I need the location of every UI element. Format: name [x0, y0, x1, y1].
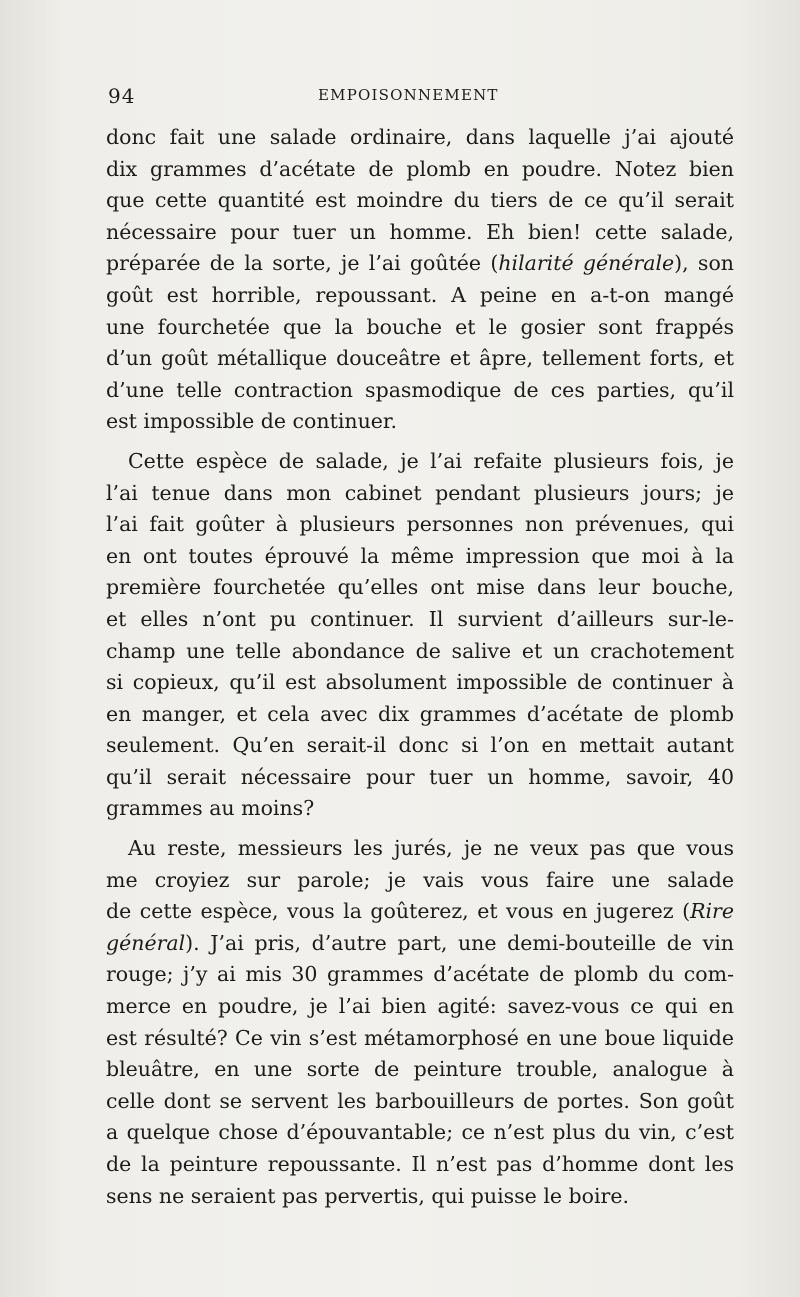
text-line: en ont toutes éprouvé la même impression que moi à la	[106, 543, 734, 568]
paragraph-gap	[106, 825, 734, 833]
page-number: 94	[108, 84, 136, 108]
text-line	[106, 928, 734, 960]
text-segment: préparée de la sorte, je l’ai goûtée (	[106, 251, 499, 276]
text-line: d’un goût métallique douceâtre et âpre, tellement forts, et	[106, 346, 734, 371]
text-line: en manger, et cela avec dix grammes d’acétate de plomb	[106, 701, 734, 726]
text-line	[106, 896, 734, 928]
text-line: merce en poudre, je l’ai bien agité: savez-vous ce qui en	[106, 994, 734, 1019]
text-line: Au reste, messieurs les jurés, je ne veux pas que vous	[128, 836, 734, 861]
text-segment: de cette espèce, vous la goûterez, et vous en jugerez (	[106, 899, 691, 924]
text-line: si copieux, qu’il est absolument impossible de continuer à	[106, 670, 734, 695]
text-line: une fourchetée que la bouche et le gosier sont frappés	[106, 314, 734, 339]
text-line: est résulté? Ce vin s’est métamorphosé en une boue liquide	[106, 1025, 734, 1050]
page-header	[108, 84, 728, 112]
paragraph-3	[106, 833, 734, 1212]
text-line: de la peinture repoussante. Il n’est pas d’homme dont les	[106, 1152, 734, 1176]
paragraph-1	[106, 122, 734, 438]
text-line: goût est horrible, repoussant. A peine en a-t-on mangé	[106, 282, 734, 307]
text-line: celle dont se servent les barbouilleurs de portes. Son goût	[106, 1088, 734, 1113]
text-line: grammes au moins?	[106, 796, 315, 821]
text-line: première fourchetée qu’elles ont mise dans leur bouche,	[106, 575, 734, 600]
paragraph-gap	[106, 438, 734, 446]
text-line: l’ai fait goûter à plusieurs personnes non prévenues, qui	[106, 512, 734, 537]
text-line	[106, 248, 734, 280]
italic-remark: hilarité générale	[498, 251, 675, 276]
text-line: que cette quantité est moindre du tiers de ce qu’il serait	[106, 188, 734, 213]
text-line: Cette espèce de salade, je l’ai refaite plusieurs fois, je	[128, 448, 734, 473]
paragraph-2	[106, 446, 734, 825]
text-line: a quelque chose d’épouvantable; ce n’est plus du vin, c’est	[106, 1120, 734, 1145]
text-line: rouge; j’y ai mis 30 grammes d’acétate de plomb du com-	[106, 962, 734, 987]
text-line: seulement. Qu’en serait-il donc si l’on en mettait autant	[106, 733, 734, 758]
text-line: est impossible de continuer.	[106, 409, 397, 434]
text-line: et elles n’ont pu continuer. Il survient d’ailleurs sur-le-	[106, 606, 734, 631]
text-line: champ une telle abondance de salive et un crachotement	[106, 638, 734, 663]
text-line: qu’il serait nécessaire pour tuer un homme, savoir, 40	[106, 764, 734, 789]
body-text	[106, 122, 734, 1212]
italic-remark: Rire	[690, 899, 734, 924]
text-segment: ). J’ai pris, d’autre part, une demi-bouteille de vin	[185, 930, 734, 955]
italic-remark: général	[106, 930, 186, 955]
text-line: d’une telle contraction spasmodique de ces parties, qu’il	[106, 377, 734, 402]
text-line: sens ne seraient pas pervertis, qui puisse le boire.	[106, 1183, 630, 1208]
text-segment: ), son	[674, 251, 734, 276]
text-line: donc fait une salade ordinaire, dans laquelle j’ai ajouté	[106, 125, 734, 149]
text-line: dix grammes d’acétate de plomb en poudre. Notez bien	[106, 156, 734, 181]
text-line: bleuâtre, en une sorte de peinture trouble, analogue à	[106, 1057, 734, 1082]
running-title: EMPOISONNEMENT	[318, 86, 499, 104]
text-line: nécessaire pour tuer un homme. Eh bien! cette salade,	[106, 219, 734, 244]
text-line: l’ai tenue dans mon cabinet pendant plusieurs jours; je	[106, 480, 734, 505]
text-line: me croyiez sur parole; je vais vous faire une salade	[106, 867, 734, 892]
